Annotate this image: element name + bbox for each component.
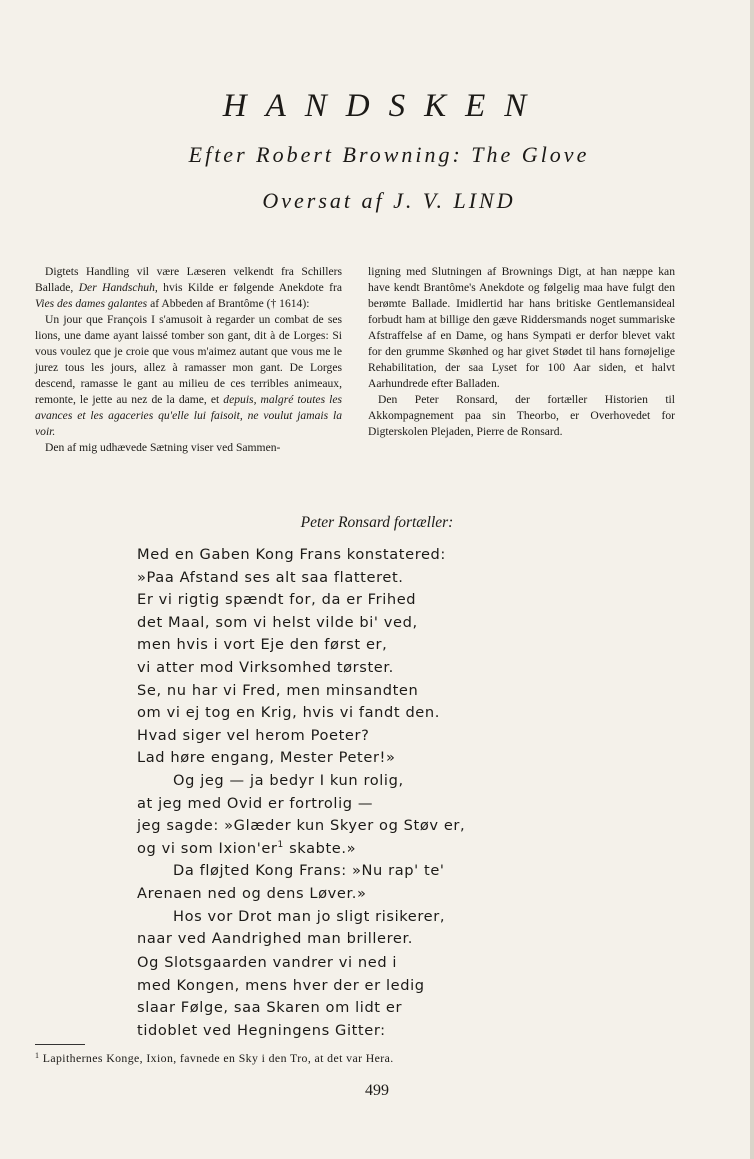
poem-line: Hos vor Drot man jo sligt risikerer, (173, 907, 446, 925)
poem-line: Og Slotsgaarden vandrer vi ned i (137, 954, 398, 971)
footnote-marker: 1 (277, 839, 284, 850)
poem-line: naar ved Aandrighed man brillerer. (137, 930, 413, 948)
footnote-divider (35, 1044, 85, 1045)
intro-paragraph: Den Peter Ronsard, der fortæller Historien til Akkompagnement paa sin Theorbo, er Overhovedet for Digterskolen Plejaden, Pierre de Ronsard. (368, 393, 675, 438)
poem-line: vi atter mod Virksomhed tørster. (137, 658, 394, 676)
translator-credit: Oversat af J. V. LIND (262, 188, 516, 213)
page-edge (750, 0, 754, 1159)
poem-line: men hvis i vort Eje den først er, (137, 636, 388, 654)
intro-paragraph: Digtets Handling vil være Læseren velkendt fra Schillers Ballade, Der Handschuh, hvis Kilde er følgende Anekdote fra Vies des dames galantes af Abbeden af Brantôme († 1614): (35, 265, 343, 310)
intro-paragraph: Den af mig udhævede Sætning viser ved Sammen- (45, 441, 281, 454)
poem-stanza (137, 952, 537, 1042)
poem-line: om vi ej tog en Krig, hvis vi fandt den. (137, 704, 440, 722)
poem-line: tidoblet ved Hegningens Gitter: (137, 1021, 386, 1039)
poem-line: »Paa Afstand ses alt saa flatteret. (137, 568, 404, 586)
intro-column-left (35, 264, 342, 456)
poem-line: det Maal, som vi helst vilde bi' ved, (137, 613, 418, 631)
poem-line: og vi som $Ixion'er^1$ skabte.» (137, 839, 357, 857)
poem-line: Da fløjted Kong Frans: »Nu rap' te' (173, 862, 445, 880)
poem-line: jeg sagde: »Glæder kun Skyer og Støv er, (137, 817, 466, 835)
footnote-number: 1 (35, 1051, 40, 1060)
intro-column-right (368, 264, 675, 440)
poem-subtitle: Efter Robert Browning: The Glove (188, 142, 590, 167)
poem-line: Og jeg — ja bedyr I kun rolig, (173, 771, 404, 789)
poem-line: med Kongen, mens hver der er ledig (137, 976, 425, 994)
poem-line: Lad høre engang, Mester Peter!» (137, 749, 396, 767)
poem-line: Hvad siger vel herom Poeter? (137, 726, 370, 744)
poem-line: Med en Gaben Kong Frans konstatered: (137, 546, 446, 563)
poem-line: Se, nu har vi Fred, men minsandten (137, 681, 419, 699)
poem-stanza (137, 544, 537, 951)
page-number: 499 (365, 1082, 389, 1099)
poem-line: Er vi rigtig spændt for, da er Frihed (137, 591, 417, 609)
footnote-text: Lapithernes Konge, Ixion, favnede en Sky i den Tro, at det var Hera. (39, 1051, 394, 1065)
poem-line: at jeg med Ovid er fortrolig — (137, 794, 374, 812)
footnote (35, 1051, 715, 1066)
poem-title: HANDSKEN (222, 88, 546, 124)
intro-paragraph: Un jour que François I s'amusoit à regarder un combat de ses lions, une dame ayant laissé tomber son gant, dit à de Lorges: Si vous voulez que je croie que vous m'aimez autant que vous me le jurez tous les jours, allez à ramasser mon gant. De Lorges descend, ramasse le gant au milieu de ces terribles animeaux, remonte, le jette au nez de la dame, et depuis, malgré toutes les avances et les agaceries qu'elle lui faisoit, ne voulut jamais la voir. (35, 313, 343, 438)
poem-line: Arenaen ned og dens Løver.» (137, 884, 367, 902)
poem-line: slaar Følge, saa Skaren om lidt er (137, 999, 403, 1017)
poem-heading: Peter Ronsard fortæller: (300, 514, 454, 531)
intro-paragraph: ligning med Slutningen af Brownings Digt, at han næppe kan have kendt Brantôme's Anekdote og følgelig maa have fulgt den berømte Ballade. Imidlertid har hans britiske Gentlemansideal forbudt ham at billige den gæve Riddersmands noget summariske Afstraffelse af en Dame, og hans Sympati er derfor blevet vakt for den grumme Skønhed og har givet Stødet til hans fornøjelige Rehabilitation, der saa Lyset for 100 Aar siden, et halvt Aarhundrede efter Balladen. (368, 265, 675, 390)
